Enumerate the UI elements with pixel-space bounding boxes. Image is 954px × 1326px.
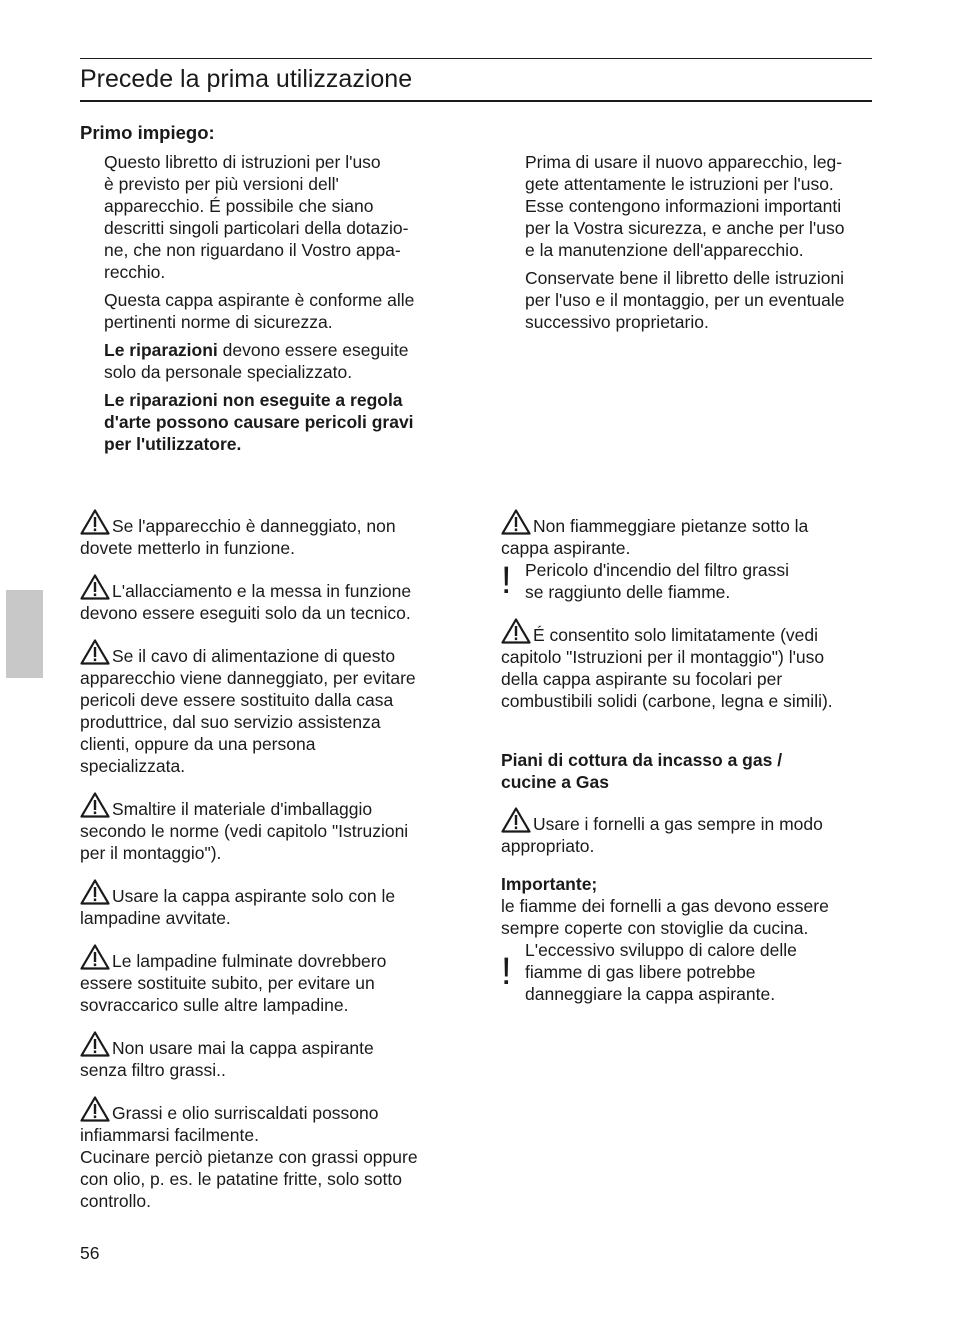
exclamation-icon: ! xyxy=(501,560,512,602)
warning-triangle-icon xyxy=(80,509,110,535)
intro-right-column xyxy=(525,151,875,333)
warning-triangle-icon xyxy=(80,792,110,818)
intro-paragraph: Questa cappa aspirante è conforme alle pertinenti norme di sicurezza. xyxy=(104,290,415,332)
important-label: Importante; xyxy=(501,874,598,894)
important-text: le fiamme dei fornelli a gas devono essere sempre coperte con stoviglie da cucina. xyxy=(501,896,829,938)
intro-paragraph-bold: Le riparazioni non eseguite a regola d'arte possono causare pericoli gravi per l'utilizzatore. xyxy=(104,390,414,454)
gas-section xyxy=(501,749,881,1005)
intro-paragraph: Le riparazioni devono essere eseguite solo da personale specializzato. xyxy=(104,340,409,382)
warning-item: Non usare mai la cappa aspirante senza filtro grassi.. xyxy=(80,1031,450,1081)
warning-triangle-icon xyxy=(501,509,531,535)
page-title: Precede la prima utilizzazione xyxy=(80,65,413,93)
warnings-left-column xyxy=(80,509,450,1227)
warning-item: L'allacciamento e la messa in funzione devono essere eseguiti solo da un tecnico. xyxy=(80,574,450,624)
intro-paragraph: Questo libretto di istruzioni per l'uso è previsto per più versioni dell' apparecchio. É possibile che siano descritti singoli particolari della dotazio- ne, che non riguardano il Vostro appa- recchio. xyxy=(104,152,409,282)
warning-triangle-icon xyxy=(80,1096,110,1122)
note-item: ! Pericolo d'incendio del filtro grassi se raggiunto delle fiamme. xyxy=(501,560,790,602)
exclamation-icon: ! xyxy=(501,951,512,993)
warning-triangle-icon xyxy=(80,574,110,600)
warning-triangle-icon xyxy=(501,618,531,644)
warnings-right-column xyxy=(501,509,881,712)
warning-item: É consentito solo limitatamente (vedi capitolo "Istruzioni per il montaggio") l'uso della cappa aspirante su focolari per combustibili solidi (carbone, legna e simili). xyxy=(501,618,881,712)
header-rule-top xyxy=(80,58,872,59)
warning-triangle-icon xyxy=(80,879,110,905)
warning-triangle-icon xyxy=(80,639,110,665)
warning-triangle-icon xyxy=(80,944,110,970)
note-item: ! L'eccessivo sviluppo di calore delle fiamme di gas libere potrebbe danneggiare la cappa aspirante. xyxy=(501,940,797,1004)
section-heading-gas: Piani di cottura da incasso a gas / cucine a Gas xyxy=(501,750,783,792)
warning-item: Se il cavo di alimentazione di questo apparecchio viene danneggiato, per evitare pericoli deve essere sostituito dalla casa produttrice, dal suo servizio assistenza clienti, oppure da una persona specializzata. xyxy=(80,639,450,777)
intro-left-column xyxy=(104,151,454,455)
warning-item: Usare i fornelli a gas sempre in modo appropriato. xyxy=(501,807,881,857)
header-rule-bottom xyxy=(80,100,872,102)
warning-item: Non fiammeggiare pietanze sotto la cappa aspirante. xyxy=(501,509,881,559)
warning-triangle-icon xyxy=(80,1031,110,1057)
intro-paragraph: Conservate bene il libretto delle istruzioni per l'uso e il montaggio, per un eventuale successivo proprietario. xyxy=(525,268,845,332)
warning-item: Smaltire il materiale d'imballaggio secondo le norme (vedi capitolo "Istruzioni per il montaggio"). xyxy=(80,792,450,864)
page-number: 56 xyxy=(80,1243,100,1263)
warning-item: Le lampadine fulminate dovrebbero essere sostituite subito, per evitare un sovraccarico sulle altre lampadine. xyxy=(80,944,450,1016)
warning-item: Usare la cappa aspirante solo con le lampadine avvitate. xyxy=(80,879,450,929)
warning-triangle-icon xyxy=(501,807,531,833)
warning-item: Grassi e olio surriscaldati possono infiammarsi facilmente. Cucinare perciò pietanze con grassi oppure con olio, p. es. le patatine fritte, solo sotto controllo. xyxy=(80,1096,450,1212)
warning-item: Se l'apparecchio è danneggiato, non dovete metterlo in funzione. xyxy=(80,509,450,559)
side-tab-marker xyxy=(6,590,43,678)
section-heading-primo-impiego: Primo impiego: xyxy=(80,122,215,143)
intro-paragraph: Prima di usare il nuovo apparecchio, leg- gete attentamente le istruzioni per l'uso. Esse contengono informazioni importanti per la Vostra sicurezza, e anche per l'uso e la manutenzione dell'apparecchio. xyxy=(525,152,845,260)
